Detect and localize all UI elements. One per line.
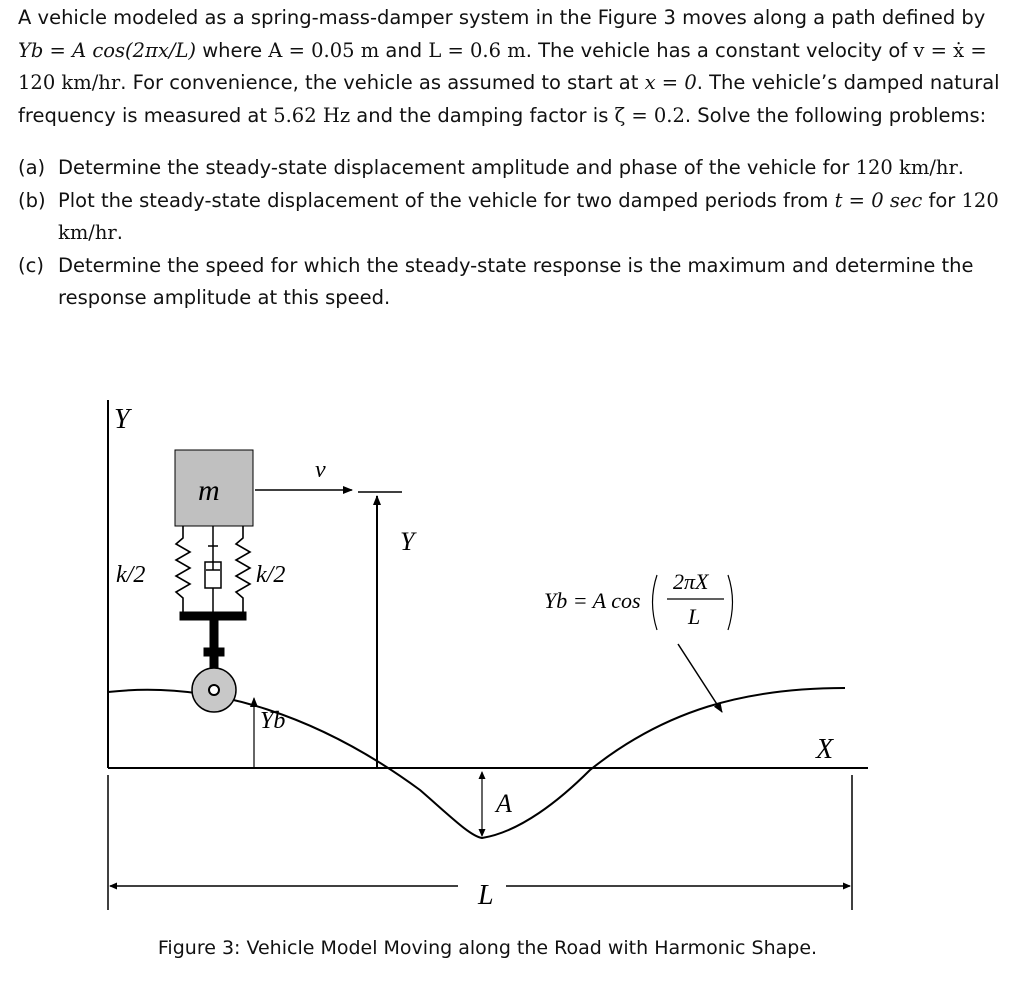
part-a-end: . <box>957 156 964 179</box>
damping-factor: ζ = 0.2 <box>614 103 685 127</box>
road-equation-lhs: Yb = A cos <box>544 588 641 613</box>
amplitude-value: A = 0.05 m <box>268 38 380 62</box>
problem-text-8: . Solve the following problems: <box>684 103 987 127</box>
part-label: (b) <box>18 188 46 212</box>
mass-label: m <box>198 474 220 507</box>
x-axis-label: X <box>816 734 834 765</box>
problem-text-3: and <box>379 38 429 62</box>
figure-caption: Figure 3: Vehicle Model Moving along the Road with Harmonic Shape. <box>157 937 818 959</box>
k-right-label: k/2 <box>256 562 286 588</box>
stem-flange <box>204 648 224 656</box>
road-equation-denominator: L <box>688 604 701 629</box>
part-c <box>18 250 1008 315</box>
problem-text-7: and the damping factor is <box>350 103 615 127</box>
part-b-for: for <box>922 188 962 212</box>
right-spring <box>236 526 250 612</box>
wavelength-value: L = 0.6 m <box>428 38 526 62</box>
equation-left-paren <box>653 575 658 630</box>
problem-text-1: A vehicle modeled as a spring-mass-damper system in the Figure 3 moves along a path defined by <box>18 6 986 29</box>
problem-text-2: where <box>196 38 269 62</box>
damped-frequency: 5.62 Hz <box>273 103 351 127</box>
part-label: (a) <box>18 156 46 179</box>
problem-parts <box>18 152 1008 315</box>
wavelength-label: L <box>478 880 494 911</box>
velocity-value: v = ẋ = 120 km/hr <box>18 38 987 94</box>
part-a-text: Determine the steady-state displacement amplitude and phase of the vehicle for <box>58 156 856 179</box>
part-label: (c) <box>18 253 44 277</box>
vehicle-road-diagram <box>0 380 1024 1008</box>
start-position: x = 0 <box>644 71 697 94</box>
axle-bar <box>180 612 246 620</box>
left-spring <box>176 526 190 612</box>
part-text <box>58 152 1008 185</box>
part-a <box>18 152 1008 185</box>
problem-text-4: . The vehicle has a constant velocity of <box>525 38 914 62</box>
part-b-speed: 120 km/hr <box>58 188 999 244</box>
part-b-time: t = 0 sec <box>834 188 923 212</box>
amplitude-label: A <box>496 789 512 818</box>
figure-3 <box>0 380 1024 1008</box>
road-equation: Yb = A cos(2πx/L) <box>18 38 196 62</box>
problem-statement <box>18 2 1008 315</box>
part-text <box>58 185 1008 250</box>
part-b-text: Plot the steady-state displacement of the vehicle for two damped periods from <box>58 188 835 212</box>
damper <box>205 526 221 612</box>
part-b-end: . <box>116 221 123 244</box>
problem-text-6: . The vehicle’s damped natural frequency is measured at <box>18 71 1000 127</box>
part-b <box>18 185 1008 250</box>
problem-text-5: . For convenience, the vehicle as assumed to start at <box>120 71 645 94</box>
velocity-label: v <box>315 457 326 483</box>
part-a-speed: 120 km/hr <box>855 156 958 179</box>
yb-label: Yb <box>260 708 286 734</box>
problem-intro <box>18 2 1008 132</box>
part-c-text: Determine the speed for which the steady-state response is the maximum and determine the response amplitude at this speed. <box>58 253 974 309</box>
y-axis-label: Y <box>114 404 130 435</box>
equation-right-paren <box>728 575 733 630</box>
k-left-label: k/2 <box>116 562 146 588</box>
wheel-hub <box>209 685 219 695</box>
y-displacement-label: Y <box>400 527 415 556</box>
road-equation-numerator: 2πX <box>673 569 709 594</box>
equation-pointer-arrow <box>678 644 722 712</box>
